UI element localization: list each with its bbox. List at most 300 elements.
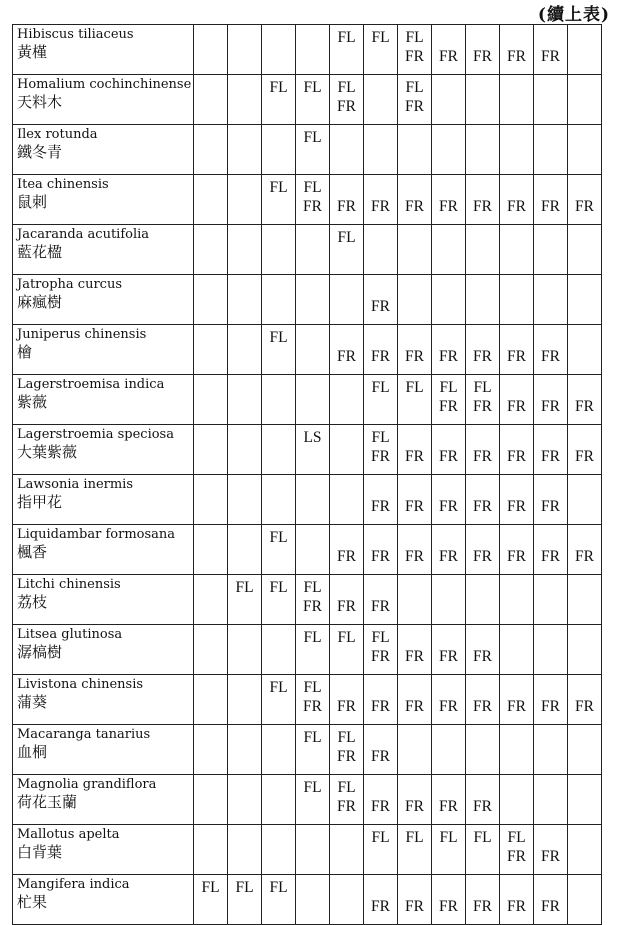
phenology-code: FL bbox=[405, 829, 424, 846]
month-cell bbox=[398, 25, 432, 75]
month-cell bbox=[534, 625, 568, 675]
month-cell bbox=[398, 825, 432, 875]
phenology-code: FR bbox=[473, 498, 492, 515]
phenology-code: FR bbox=[371, 748, 390, 765]
month-cell bbox=[330, 75, 364, 125]
month-cell bbox=[432, 625, 466, 675]
phenology-code: FL bbox=[337, 779, 356, 796]
phenology-code: FR bbox=[371, 498, 390, 515]
month-cell bbox=[296, 525, 330, 575]
phenology-code bbox=[500, 328, 533, 347]
phenology-code: FR bbox=[337, 748, 356, 765]
species-cell bbox=[13, 325, 194, 375]
species-latin-name: Lawsonia inermis bbox=[17, 477, 134, 492]
month-cell bbox=[534, 25, 568, 75]
month-cell bbox=[194, 225, 228, 275]
table-row bbox=[13, 25, 602, 75]
phenology-code: FR bbox=[439, 798, 458, 815]
phenology-code bbox=[466, 428, 499, 447]
phenology-code: FR bbox=[405, 98, 424, 115]
month-cell bbox=[262, 775, 296, 825]
month-cell bbox=[500, 325, 534, 375]
month-cell bbox=[568, 275, 602, 325]
month-cell bbox=[194, 825, 228, 875]
month-cell bbox=[364, 875, 398, 925]
month-cell bbox=[398, 675, 432, 725]
month-cell bbox=[364, 725, 398, 775]
month-cell bbox=[330, 525, 364, 575]
phenology-code: FR bbox=[507, 448, 526, 465]
phenology-code: FR bbox=[303, 198, 322, 215]
phenology-code: FL bbox=[303, 579, 322, 596]
species-chinese-name: 荔枝 bbox=[17, 593, 48, 611]
species-chinese-name: 潺槁樹 bbox=[17, 643, 63, 661]
phenology-code: FR bbox=[473, 898, 492, 915]
month-cell bbox=[534, 725, 568, 775]
month-cell bbox=[534, 775, 568, 825]
month-cell bbox=[262, 375, 296, 425]
phenology-code: FR bbox=[541, 48, 560, 65]
phenology-code: FL bbox=[269, 879, 288, 896]
phenology-code bbox=[330, 678, 363, 697]
month-cell bbox=[194, 125, 228, 175]
phenology-code: FR bbox=[575, 398, 594, 415]
phenology-code: FL bbox=[473, 829, 492, 846]
month-cell bbox=[398, 75, 432, 125]
species-cell bbox=[13, 375, 194, 425]
month-cell bbox=[432, 525, 466, 575]
month-cell bbox=[398, 625, 432, 675]
phenology-code bbox=[364, 478, 397, 497]
table-row bbox=[13, 525, 602, 575]
month-cell bbox=[330, 225, 364, 275]
month-cell bbox=[466, 275, 500, 325]
month-cell bbox=[330, 875, 364, 925]
month-cell bbox=[534, 125, 568, 175]
phenology-code: FL bbox=[371, 829, 390, 846]
month-cell bbox=[194, 575, 228, 625]
month-cell bbox=[194, 875, 228, 925]
phenology-code: FR bbox=[371, 348, 390, 365]
phenology-code: FL bbox=[303, 779, 322, 796]
month-cell bbox=[432, 125, 466, 175]
month-cell bbox=[296, 475, 330, 525]
month-cell bbox=[500, 375, 534, 425]
phenology-code bbox=[398, 778, 431, 797]
species-latin-name: Livistona chinensis bbox=[17, 677, 144, 692]
phenology-code bbox=[500, 478, 533, 497]
species-latin-name: Itea chinensis bbox=[17, 177, 109, 192]
species-latin-name: Magnolia grandiflora bbox=[17, 777, 157, 792]
species-latin-name: Litsea glutinosa bbox=[17, 627, 123, 642]
species-cell bbox=[13, 75, 194, 125]
species-latin-name: Mallotus apelta bbox=[17, 827, 120, 842]
month-cell bbox=[432, 225, 466, 275]
month-cell bbox=[262, 475, 296, 525]
month-cell bbox=[262, 675, 296, 725]
phenology-code: FR bbox=[439, 698, 458, 715]
phenology-code bbox=[534, 528, 567, 547]
phenology-code bbox=[500, 878, 533, 897]
phenology-code bbox=[432, 28, 465, 47]
phenology-code: FR bbox=[473, 648, 492, 665]
month-cell bbox=[296, 125, 330, 175]
month-cell bbox=[466, 775, 500, 825]
month-cell bbox=[296, 725, 330, 775]
table-row bbox=[13, 225, 602, 275]
species-cell bbox=[13, 675, 194, 725]
month-cell bbox=[330, 125, 364, 175]
month-cell bbox=[228, 725, 262, 775]
month-cell bbox=[194, 175, 228, 225]
month-cell bbox=[364, 375, 398, 425]
month-cell bbox=[262, 625, 296, 675]
phenology-code: FL bbox=[303, 729, 322, 746]
species-chinese-name: 白背葉 bbox=[17, 843, 63, 861]
phenology-code: FR bbox=[541, 348, 560, 365]
phenology-code bbox=[364, 728, 397, 747]
month-cell bbox=[398, 125, 432, 175]
month-cell bbox=[398, 225, 432, 275]
phenology-code bbox=[534, 478, 567, 497]
month-cell bbox=[228, 675, 262, 725]
table-row bbox=[13, 575, 602, 625]
month-cell bbox=[568, 375, 602, 425]
month-cell bbox=[228, 325, 262, 375]
phenology-code: FL bbox=[235, 879, 254, 896]
month-cell bbox=[194, 25, 228, 75]
phenology-code bbox=[500, 428, 533, 447]
month-cell bbox=[500, 25, 534, 75]
month-cell bbox=[228, 375, 262, 425]
month-cell bbox=[466, 675, 500, 725]
phenology-code: FR bbox=[473, 198, 492, 215]
month-cell bbox=[262, 175, 296, 225]
phenology-code bbox=[568, 178, 601, 197]
month-cell bbox=[466, 575, 500, 625]
phenology-code bbox=[534, 328, 567, 347]
species-chinese-name: 大葉紫薇 bbox=[17, 443, 78, 461]
phenology-code: FR bbox=[541, 848, 560, 865]
month-cell bbox=[398, 875, 432, 925]
month-cell bbox=[364, 625, 398, 675]
phenology-code: FR bbox=[473, 698, 492, 715]
month-cell bbox=[194, 275, 228, 325]
phenology-code: FL bbox=[405, 29, 424, 46]
phenology-code bbox=[364, 328, 397, 347]
phenology-code: FL bbox=[337, 729, 356, 746]
phenology-code bbox=[398, 678, 431, 697]
month-cell bbox=[330, 825, 364, 875]
phenology-code: FR bbox=[337, 98, 356, 115]
month-cell bbox=[466, 125, 500, 175]
month-cell bbox=[262, 275, 296, 325]
phenology-code: FR bbox=[303, 698, 322, 715]
phenology-code: FR bbox=[507, 698, 526, 715]
month-cell bbox=[432, 375, 466, 425]
month-cell bbox=[432, 175, 466, 225]
month-cell bbox=[500, 725, 534, 775]
month-cell bbox=[364, 775, 398, 825]
phenology-code: FL bbox=[405, 379, 424, 396]
species-chinese-name: 藍花楹 bbox=[17, 243, 63, 261]
phenology-code: FR bbox=[439, 498, 458, 515]
month-cell bbox=[364, 675, 398, 725]
month-cell bbox=[568, 675, 602, 725]
month-cell bbox=[262, 875, 296, 925]
table-row bbox=[13, 775, 602, 825]
month-cell bbox=[296, 775, 330, 825]
phenology-code: FR bbox=[371, 898, 390, 915]
phenology-code: FL bbox=[507, 829, 526, 846]
phenology-code bbox=[398, 628, 431, 647]
table-row bbox=[13, 625, 602, 675]
table-row bbox=[13, 125, 602, 175]
phenology-code bbox=[466, 678, 499, 697]
phenology-code: FR bbox=[541, 198, 560, 215]
month-cell bbox=[330, 625, 364, 675]
phenology-code: FR bbox=[575, 448, 594, 465]
phenology-code bbox=[432, 328, 465, 347]
species-latin-name: Jatropha curcus bbox=[17, 277, 122, 292]
phenology-code bbox=[432, 478, 465, 497]
phenology-code: FR bbox=[371, 298, 390, 315]
phenology-code bbox=[466, 478, 499, 497]
phenology-code: FR bbox=[337, 548, 356, 565]
month-cell bbox=[534, 475, 568, 525]
month-cell bbox=[500, 525, 534, 575]
month-cell bbox=[534, 875, 568, 925]
month-cell bbox=[466, 175, 500, 225]
month-cell bbox=[364, 575, 398, 625]
phenology-code bbox=[398, 878, 431, 897]
month-cell bbox=[398, 725, 432, 775]
month-cell bbox=[500, 775, 534, 825]
phenology-code: FL bbox=[337, 79, 356, 96]
month-cell bbox=[364, 425, 398, 475]
phenology-code: FL bbox=[303, 679, 322, 696]
phenology-code: FR bbox=[405, 898, 424, 915]
phenology-code bbox=[500, 28, 533, 47]
phenology-code: FR bbox=[439, 898, 458, 915]
phenology-code: FR bbox=[405, 648, 424, 665]
phenology-code: FR bbox=[507, 548, 526, 565]
phenology-code bbox=[500, 528, 533, 547]
month-cell bbox=[296, 375, 330, 425]
month-cell bbox=[228, 75, 262, 125]
month-cell bbox=[296, 875, 330, 925]
phenology-code: FL bbox=[473, 379, 492, 396]
month-cell bbox=[500, 425, 534, 475]
phenology-code bbox=[364, 878, 397, 897]
month-cell bbox=[262, 25, 296, 75]
month-cell bbox=[500, 475, 534, 525]
month-cell bbox=[262, 825, 296, 875]
phenology-code bbox=[398, 328, 431, 347]
species-cell bbox=[13, 825, 194, 875]
phenology-code bbox=[466, 778, 499, 797]
month-cell bbox=[194, 775, 228, 825]
species-chinese-name: 血桐 bbox=[17, 743, 48, 761]
month-cell bbox=[296, 175, 330, 225]
phenology-code bbox=[398, 178, 431, 197]
species-latin-name: Juniperus chinensis bbox=[17, 327, 147, 342]
phenology-code bbox=[534, 28, 567, 47]
month-cell bbox=[432, 775, 466, 825]
month-cell bbox=[466, 725, 500, 775]
phenology-code bbox=[466, 528, 499, 547]
month-cell bbox=[568, 825, 602, 875]
month-cell bbox=[432, 25, 466, 75]
table-row bbox=[13, 825, 602, 875]
phenology-code: FR bbox=[507, 198, 526, 215]
phenology-code bbox=[466, 628, 499, 647]
month-cell bbox=[432, 475, 466, 525]
month-cell bbox=[534, 375, 568, 425]
phenology-code bbox=[330, 528, 363, 547]
phenology-code bbox=[364, 578, 397, 597]
phenology-code bbox=[466, 328, 499, 347]
month-cell bbox=[534, 325, 568, 375]
phenology-code bbox=[466, 178, 499, 197]
species-latin-name: Lagerstroemisa indica bbox=[17, 377, 165, 392]
month-cell bbox=[398, 475, 432, 525]
month-cell bbox=[296, 225, 330, 275]
phenology-code bbox=[398, 478, 431, 497]
phenology-code bbox=[568, 428, 601, 447]
species-chinese-name: 鐵冬青 bbox=[17, 143, 63, 161]
phenology-code: FR bbox=[541, 498, 560, 515]
phenology-code: FL bbox=[439, 829, 458, 846]
phenology-code bbox=[330, 178, 363, 197]
month-cell bbox=[568, 625, 602, 675]
phenology-code: FR bbox=[507, 848, 526, 865]
phenology-code: FR bbox=[337, 198, 356, 215]
month-cell bbox=[568, 75, 602, 125]
month-cell bbox=[466, 425, 500, 475]
month-cell bbox=[364, 225, 398, 275]
species-chinese-name: 紫薇 bbox=[17, 393, 48, 411]
species-cell bbox=[13, 425, 194, 475]
phenology-code: FR bbox=[405, 348, 424, 365]
phenology-code bbox=[432, 528, 465, 547]
table-row bbox=[13, 425, 602, 475]
phenology-code: FL bbox=[439, 379, 458, 396]
month-cell bbox=[432, 275, 466, 325]
table-row bbox=[13, 675, 602, 725]
month-cell bbox=[262, 75, 296, 125]
month-cell bbox=[398, 425, 432, 475]
month-cell bbox=[330, 675, 364, 725]
phenology-code: FR bbox=[541, 448, 560, 465]
table-row bbox=[13, 875, 602, 925]
phenology-code: FR bbox=[541, 548, 560, 565]
month-cell bbox=[364, 175, 398, 225]
phenology-code bbox=[364, 528, 397, 547]
table-row bbox=[13, 75, 602, 125]
phenology-code: FL bbox=[269, 79, 288, 96]
month-cell bbox=[500, 625, 534, 675]
month-cell bbox=[568, 125, 602, 175]
phenology-code: FR bbox=[473, 398, 492, 415]
month-cell bbox=[330, 425, 364, 475]
month-cell bbox=[534, 175, 568, 225]
phenology-code bbox=[568, 678, 601, 697]
phenology-code: FL bbox=[405, 79, 424, 96]
month-cell bbox=[568, 225, 602, 275]
month-cell bbox=[228, 625, 262, 675]
phenology-code: FL bbox=[337, 629, 356, 646]
phenology-code bbox=[534, 178, 567, 197]
month-cell bbox=[398, 175, 432, 225]
phenology-code: FR bbox=[473, 798, 492, 815]
month-cell bbox=[568, 725, 602, 775]
month-cell bbox=[228, 25, 262, 75]
month-cell bbox=[296, 425, 330, 475]
month-cell bbox=[228, 825, 262, 875]
month-cell bbox=[228, 175, 262, 225]
month-cell bbox=[500, 175, 534, 225]
phenology-code: FR bbox=[439, 398, 458, 415]
phenology-code: FR bbox=[507, 348, 526, 365]
month-cell bbox=[330, 575, 364, 625]
phenology-code: FR bbox=[371, 548, 390, 565]
phenology-code: FR bbox=[507, 398, 526, 415]
month-cell bbox=[466, 875, 500, 925]
species-cell bbox=[13, 575, 194, 625]
phenology-code: FR bbox=[337, 698, 356, 715]
phenology-code: FR bbox=[371, 198, 390, 215]
month-cell bbox=[432, 675, 466, 725]
species-chinese-name: 指甲花 bbox=[17, 493, 63, 511]
phenology-code bbox=[364, 178, 397, 197]
month-cell bbox=[432, 825, 466, 875]
phenology-code: FR bbox=[371, 698, 390, 715]
month-cell bbox=[296, 25, 330, 75]
month-cell bbox=[500, 75, 534, 125]
month-cell bbox=[568, 325, 602, 375]
phenology-code: FR bbox=[575, 548, 594, 565]
month-cell bbox=[194, 75, 228, 125]
month-cell bbox=[500, 825, 534, 875]
species-latin-name: Lagerstroemia speciosa bbox=[17, 427, 174, 442]
phenology-code: FR bbox=[439, 648, 458, 665]
species-cell bbox=[13, 625, 194, 675]
phenology-code: FR bbox=[405, 498, 424, 515]
species-cell bbox=[13, 275, 194, 325]
phenology-code: FL bbox=[269, 679, 288, 696]
species-chinese-name: 麻瘋樹 bbox=[17, 293, 63, 311]
phenology-code bbox=[398, 428, 431, 447]
phenology-code: FL bbox=[303, 179, 322, 196]
species-cell bbox=[13, 725, 194, 775]
month-cell bbox=[194, 425, 228, 475]
month-cell bbox=[364, 25, 398, 75]
phenology-code: FL bbox=[337, 229, 356, 246]
month-cell bbox=[568, 575, 602, 625]
month-cell bbox=[568, 25, 602, 75]
species-chinese-name: 荷花玉蘭 bbox=[17, 793, 78, 811]
phenology-code: FR bbox=[541, 398, 560, 415]
month-cell bbox=[194, 525, 228, 575]
phenology-code: FR bbox=[405, 198, 424, 215]
phenology-code: FR bbox=[507, 898, 526, 915]
phenology-code bbox=[466, 878, 499, 897]
species-latin-name: Litchi chinensis bbox=[17, 577, 121, 592]
phenology-code: LS bbox=[303, 429, 322, 446]
phenology-code bbox=[432, 428, 465, 447]
month-cell bbox=[194, 325, 228, 375]
